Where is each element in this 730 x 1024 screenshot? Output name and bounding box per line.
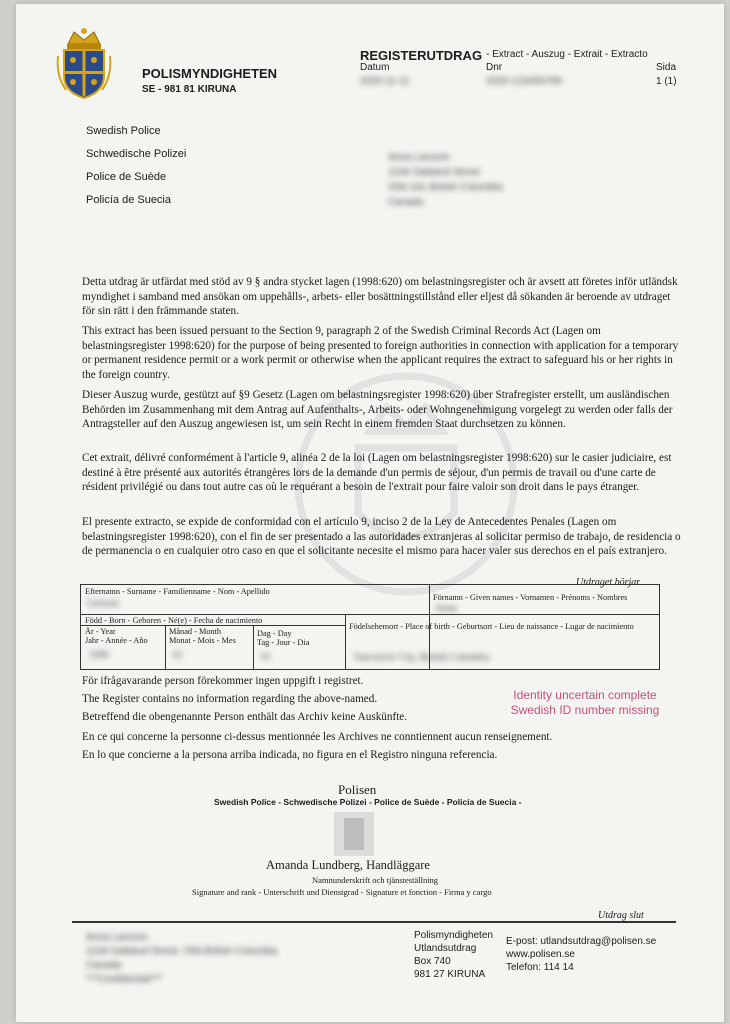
signatory-name: Amanda Lundberg, Handläggare — [266, 858, 430, 872]
footer-address-line: Box 740 — [414, 956, 451, 967]
document-title: REGISTERUTDRAG — [360, 48, 483, 63]
statement-swedish: För ifrågavarande person förekommer ingen uppgift i registret. — [82, 675, 364, 687]
recipient-line: Policía de Suecia — [86, 194, 171, 206]
paragraph-swedish: Detta utdrag är utfärdat med stöd av 9 § andra stycket lagen (1998:620) om belastningsregister och är avsett att företes inför utländsk myndighet i samband med ansökan om uppehålls-, arbets- eller bosättningstillstånd eller eljest då sökanden är beroende av utdraget för sin rätt i den främmande staten. — [82, 276, 678, 317]
address-line: V5A 1A1 British Columbia — [388, 182, 503, 193]
day-label-alt: Tag - Jour - Dia — [257, 638, 310, 647]
footer-email: E-post: utlandsutdrag@polisen.se — [506, 936, 657, 947]
statement-english: The Register contains no information regarding the above-named. — [82, 693, 378, 705]
stamp-line: Swedish ID number missing — [510, 703, 660, 717]
birthplace-value: Vancouver City, British Columbia — [353, 652, 490, 663]
footer-phone: Telefon: 114 14 — [506, 962, 574, 973]
dob-label: Född - Born - Geboren - Né(e) - Fecha de nacimiento — [85, 616, 263, 625]
paragraph-spanish: El presente extracto, se expide de conformidad con el artículo 9, inciso 2 de la Ley de Antecedentes Penales (Lagen om belastningsregister 1998:620), con el fin de ser presentado a las autoridades extranjeras al solicitar permiso de trabajo, de residencia o de permanencia o en cualquier otro caso en que el solicitante necesite el mismo para hacer valer sus derechos en el país extranjero. — [82, 516, 681, 557]
year-value: 1990 — [89, 650, 109, 661]
statement-french: En ce qui concerne la personne ci-dessus mentionnée les Archives ne conntiennent aucun renseignement. — [82, 731, 553, 743]
dnr-label: Dnr — [486, 62, 503, 73]
footer-address-line: Polismyndigheten — [414, 930, 493, 941]
statement-spanish: En lo que concierne a la persona arriba indicada, no figura en el Registro ninguna referencia. — [82, 749, 498, 761]
agency-address: SE - 981 81 KIRUNA — [142, 84, 237, 95]
given-names-label: Förnamn - Given names - Vornamen - Prénoms - Nombres — [433, 593, 628, 602]
birthplace-label: Födelsehemort - Place of birth - Geburtsort - Lieu de naissance - Lugar de nacimiento — [349, 622, 634, 631]
given-names-value: Anna — [435, 603, 457, 614]
month-label-alt: Monat - Mois - Mes — [169, 636, 236, 645]
document-page — [16, 4, 724, 1022]
month-label: Månad - Month — [169, 627, 222, 636]
year-label-alt: Jahr - Année - Año — [85, 636, 148, 645]
surname-value: Larsson — [87, 598, 119, 609]
stamp-line: Identity uncertain complete — [513, 688, 657, 702]
footer-divider — [72, 921, 676, 923]
paragraph-english: This extract has been issued persuant to the Section 9, paragraph 2 of the Swedish Criminal Records Act (Lagen om belastningsregister 1998:620) for the purpose of being presented to foreign authorities in connection with application for a temporary or permanent residence permit or a work permit or otherwise when the applicant requires the extract to safeguard his or her rights in the foreign country. — [82, 325, 679, 381]
address-line: 1234 Oakland Street — [388, 167, 480, 178]
signature-role-line: Namnunderskrift och tjänsteställning — [312, 875, 439, 885]
address-line: Canada — [388, 197, 424, 208]
datum-value: 2020-11-11 — [360, 76, 410, 87]
footer-address-line: Utlandsutdrag — [414, 943, 477, 954]
signature-org-line: Swedish Police - Schwedische Polizei - Police de Suède - Policía de Suecia - — [214, 797, 522, 807]
paragraph-french: Cet extrait, délivré conformément à l'article 9, alinéa 2 de la loi (Lagen om belastningsregister 1998:620) sur le casier judiciaire, est destiné à être présenté aux autorités étrangères lors de la demande d'un permis de séjour, d'un permis de travail ou d'une carte de résident privilégié ou dans tout autre cas où le requérant a besoin de l'extrait pour faire valoir son droit dans le pays étranger. — [82, 452, 672, 493]
identity-table — [80, 584, 660, 670]
extract-end-label: Utdrag slut — [598, 910, 644, 921]
footer-address-line: 981 27 KIRUNA — [414, 969, 486, 980]
recipient-line: Police de Suède — [86, 171, 167, 183]
signature-scribble-icon — [334, 812, 374, 856]
recipient-line: Swedish Police — [86, 125, 161, 137]
footer-sender-line: 1234 Oakland Street, V5A British Columbia — [86, 946, 278, 957]
footer-sender-line: Anna Larsson — [86, 932, 148, 943]
recipient-line: Schwedische Polizei — [86, 148, 187, 160]
year-label: År - Year — [85, 627, 116, 636]
day-value: 01 — [261, 652, 271, 663]
document-subtitle: - Extract - Auszug - Extrait - Extracto — [486, 49, 648, 60]
surname-label: Efternamn - Surname - Familienname - Nom - Apellido — [85, 587, 270, 596]
footer-website: www.polisen.se — [506, 949, 575, 960]
footer-sender-line: Canada — [86, 960, 122, 971]
day-label: Dag - Day — [257, 629, 292, 638]
agency-name: POLISMYNDIGHETEN — [142, 66, 278, 81]
signature-role-line-alt: Signature and rank - Unterschrift und Dienstgrad - Signature et fonction - Firma y cargo — [192, 887, 492, 897]
page-label: Sida — [656, 62, 677, 73]
police-crest-icon — [56, 26, 112, 102]
address-line: Anna Larsson — [388, 152, 450, 163]
footer-sender-line: ***Confidential*** — [86, 974, 163, 985]
page-value: 1 (1) — [656, 76, 677, 87]
dnr-value: 2020-123456789 — [486, 76, 562, 87]
datum-label: Datum — [360, 62, 390, 73]
statement-german: Betreffend die obengenannte Person enthält das Archiv keine Auskünfte. — [82, 711, 408, 723]
paragraph-german: Dieser Auszug wurde, gestützt auf §9 Gesetz (Lagen om belastningsregister 1998:620) über Strafregister erstellt, um ausländischen Behörden im Zusammenhang mit dem Antrag auf Aufenthalts-, Arbeits- oder Wohngenehmigung vorgelegt zu werden oder falls der Antragsteller auf den Auszug angewiesen ist, um sein Recht in einem fremden Staat durchsetzen zu können. — [82, 389, 673, 430]
extract-start-label: Utdraget börjar — [576, 577, 641, 588]
signature-org: Polisen — [338, 782, 377, 797]
verification-stamp — [500, 688, 670, 718]
month-value: 01 — [173, 650, 183, 661]
